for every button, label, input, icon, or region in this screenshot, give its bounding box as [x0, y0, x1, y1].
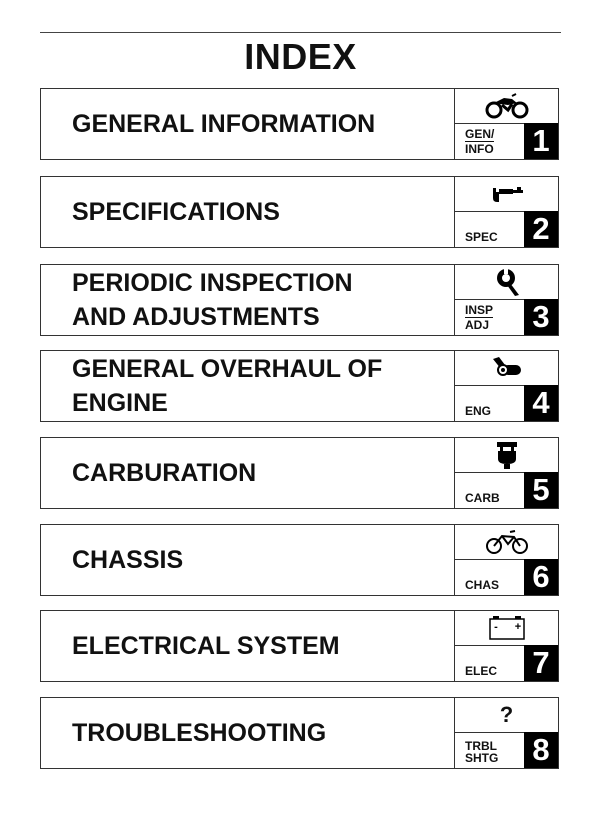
index-entry-troubleshooting[interactable]: [40, 697, 559, 769]
page-title: INDEX: [244, 36, 357, 77]
index-entry-electrical-system[interactable]: [40, 610, 559, 682]
entry-title-line: GENERAL INFORMATION: [72, 110, 376, 138]
section-number: 1: [524, 123, 558, 159]
section-tab[interactable]: [454, 177, 558, 247]
question-icon: [455, 698, 558, 733]
entry-title: [72, 89, 450, 159]
section-number: 7: [524, 645, 558, 681]
section-tab[interactable]: [454, 351, 558, 421]
entry-title: [72, 611, 450, 681]
motorcycle-icon: [455, 89, 558, 124]
index-entry-engine-overhaul[interactable]: [40, 350, 559, 422]
section-abbreviation: INSP ADJ: [465, 303, 494, 332]
entry-title: [72, 438, 450, 508]
section-abbreviation: ELEC: [465, 664, 498, 678]
section-number: 4: [524, 385, 558, 421]
index-entry-periodic-inspection[interactable]: [40, 264, 559, 336]
section-abbreviation: ENG: [465, 404, 492, 418]
section-abbreviation: CHAS: [465, 578, 500, 592]
section-abbreviation: CARB: [465, 491, 500, 505]
entry-title-line: TROUBLESHOOTING: [72, 719, 327, 747]
caliper-icon: [455, 177, 558, 212]
section-tab[interactable]: [454, 698, 558, 768]
section-number: 2: [524, 211, 558, 247]
battery-plus-label: +: [514, 621, 521, 633]
entry-title: [72, 525, 450, 595]
engine-icon: [455, 351, 558, 386]
chassis-motorcycle-icon: [455, 525, 558, 560]
entry-title-line: SPECIFICATIONS: [72, 198, 280, 226]
section-number: 3: [524, 299, 558, 335]
question-mark: ?: [499, 702, 514, 727]
section-tab[interactable]: [454, 89, 558, 159]
entry-title-line: CHASSIS: [72, 546, 184, 574]
entry-title-line: PERIODIC INSPECTION: [72, 269, 353, 297]
section-tab[interactable]: [454, 525, 558, 595]
index-entry-chassis[interactable]: [40, 524, 559, 596]
entry-title: [72, 177, 450, 247]
entry-title-line: ENGINE: [72, 389, 168, 417]
index-entry-carburation[interactable]: [40, 437, 559, 509]
index-entry-specifications[interactable]: [40, 176, 559, 248]
section-abbreviation: SPEC: [465, 230, 498, 244]
wrench-icon: [455, 265, 558, 300]
entry-title-line: GENERAL OVERHAUL OF: [72, 355, 383, 383]
section-abbreviation: GEN/ INFO: [465, 127, 495, 156]
index-entry-general-information[interactable]: [40, 88, 559, 160]
entry-title-line: AND ADJUSTMENTS: [72, 303, 320, 331]
section-tab[interactable]: [454, 438, 558, 508]
section-number: 8: [524, 732, 558, 768]
carburetor-icon: [455, 438, 558, 473]
top-rule: [40, 32, 561, 33]
section-tab[interactable]: [454, 611, 558, 681]
entry-title: [72, 351, 450, 421]
entry-title: [72, 265, 450, 335]
entry-title: [72, 698, 450, 768]
section-tab[interactable]: [454, 265, 558, 335]
section-number: 6: [524, 559, 558, 595]
battery-minus-label: -: [493, 621, 498, 633]
section-number: 5: [524, 472, 558, 508]
entry-title-line: CARBURATION: [72, 459, 257, 487]
entry-title-line: ELECTRICAL SYSTEM: [72, 632, 340, 660]
battery-icon: [455, 611, 558, 646]
section-abbreviation: TRBL SHTG: [465, 739, 499, 765]
